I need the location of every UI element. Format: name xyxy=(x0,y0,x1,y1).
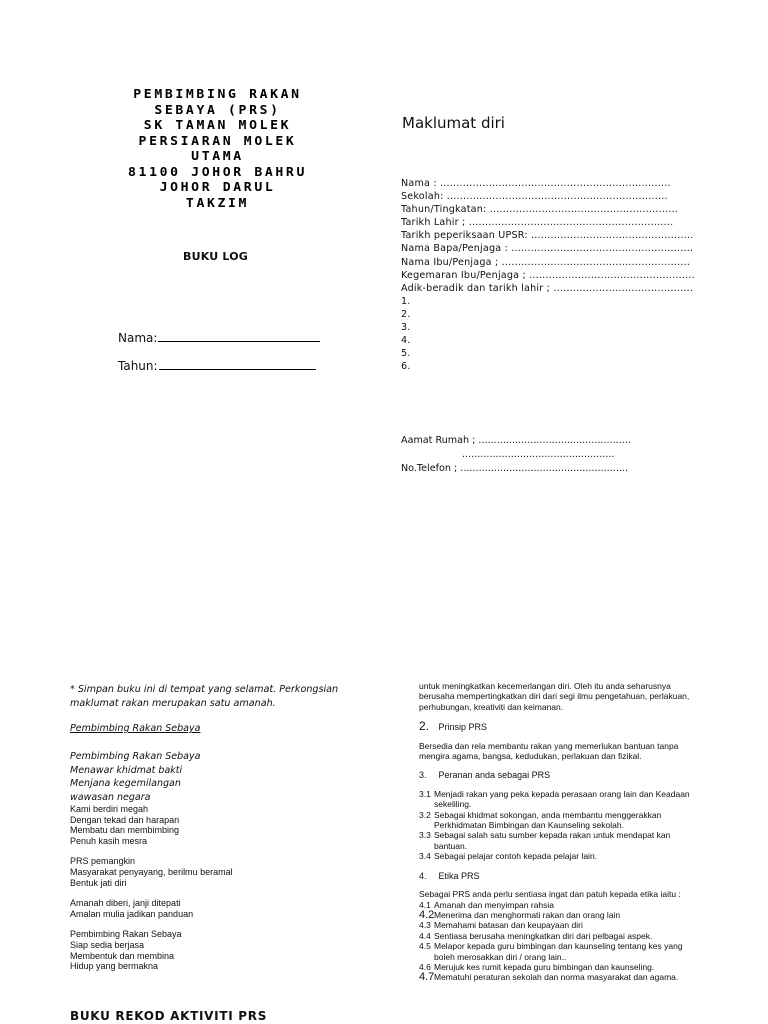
poem-line: wawasan negara xyxy=(70,791,151,803)
form-row: Nama Ibu/Penjaga ; .......................................................... xyxy=(401,256,691,268)
sibling-row: 3. xyxy=(401,322,411,334)
list-item xyxy=(419,931,704,941)
item-number: 4.1 xyxy=(419,899,431,910)
item-number: 4.2 xyxy=(419,908,435,921)
item-number: 4.3 xyxy=(419,920,431,931)
buku-log-heading: BUKU LOG xyxy=(183,250,249,263)
title-line: SEBAYA (PRS) xyxy=(154,101,281,117)
title-line: 81100 JOHOR BAHRU xyxy=(128,163,307,179)
section-title: Peranan anda sebagai PRS xyxy=(438,770,551,781)
item-number: 3.4 xyxy=(419,851,431,862)
nama-field xyxy=(118,330,320,345)
item-number: 3.3 xyxy=(419,830,431,841)
etika-intro: Sebagai PRS anda perlu sentiasa ingat dan patuh kepada etika iaitu : xyxy=(419,889,681,900)
form-row: Kegemaran Ibu/Penjaga ; ................................................... xyxy=(401,269,695,281)
sibling-row: 1. xyxy=(401,295,411,307)
item-text: Sentiasa berusaha meningkatkan diri dari pelbagai aspek. xyxy=(434,930,653,941)
tahun-blank[interactable] xyxy=(159,358,316,370)
poem-line: PRS pemangkin xyxy=(70,856,136,867)
poem-line: Pembimbing Rakan Sebaya xyxy=(70,929,182,940)
item-number: 4.6 xyxy=(419,961,431,972)
form-row: Tahun/Tingkatan: .......................................................... xyxy=(401,204,679,216)
buku-rekod-title: BUKU REKOD AKTIVITI PRS xyxy=(70,1009,268,1023)
etika-list xyxy=(419,900,704,983)
item-number: 3.2 xyxy=(419,809,431,820)
section-heading xyxy=(419,871,704,881)
form-row: Adik-beradik dan tarikh lahir ; ........................................... xyxy=(401,282,694,294)
form-row: Sekolah: .................................................................... xyxy=(401,191,668,203)
section-title: Etika PRS xyxy=(438,870,480,881)
address-section xyxy=(401,434,701,476)
item-text: Memahami batasan dan keupayaan diri xyxy=(434,920,583,931)
poem-line: Pembimbing Rakan Sebaya xyxy=(70,751,201,762)
list-item xyxy=(419,941,704,962)
title-line: PERSIARAN MOLEK xyxy=(138,132,297,148)
prs-subheading: Pembimbing Rakan Sebaya xyxy=(70,723,201,734)
item-number: 4.4 xyxy=(419,930,431,941)
list-item xyxy=(419,851,704,861)
poem-line: Membentuk dan membina xyxy=(70,950,175,961)
list-item xyxy=(419,920,704,930)
sibling-row: 4. xyxy=(401,335,411,347)
address-row: Aamat Rumah ; .................................................. xyxy=(401,435,631,446)
right-lower-column xyxy=(419,681,704,983)
form-row: Nama : ....................................................................... xyxy=(401,178,671,189)
sibling-row: 2. xyxy=(401,308,411,320)
list-item xyxy=(419,789,704,810)
title-line: JOHOR DARUL xyxy=(159,179,276,194)
section-number: 3. xyxy=(419,770,427,781)
poem-line: Amanah diberi, janji ditepati xyxy=(70,898,181,909)
title-line: PEMBIMBING RAKAN xyxy=(133,86,302,101)
personal-info-form xyxy=(401,177,701,373)
tahun-field xyxy=(118,358,316,373)
list-item xyxy=(419,910,704,920)
item-text: Sebagai khidmat sokongan, anda membantu menggerakkan Perkhidmatan Bimbingan dan Kaunseling sekolah. xyxy=(434,809,662,831)
nama-blank[interactable] xyxy=(158,330,320,342)
item-text: Menjadi rakan yang peka kepada perasaan orang lain dan Keadaan sekeliling. xyxy=(434,788,690,810)
item-text: Sebagai pelajar contoh kepada pelajar lain. xyxy=(434,851,598,862)
section-number: 2. xyxy=(419,719,430,734)
poem-line: Membatu dan membimbing xyxy=(70,825,180,836)
intro-paragraph: untuk meningkatkan kecemerlangan diri. Oleh itu anda seharusnya berusaha mempertingkatkan diri dari segi ilmu pengetahuan, perlakuan, perhubungan, kreativiti dan keimanan. xyxy=(419,681,690,712)
school-title xyxy=(63,86,373,210)
title-line: SK TAMAN MOLEK xyxy=(143,117,292,132)
title-line: TAKZIM xyxy=(185,194,250,210)
poem-line: Amalan mulia jadikan panduan xyxy=(70,908,194,919)
sibling-row: 5. xyxy=(401,348,411,360)
poem-line: Dengan tekad dan harapan xyxy=(70,814,180,825)
item-text: Sebagai salah satu sumber kepada rakan untuk mendapat kan bantuan. xyxy=(434,830,671,851)
nama-label: Nama: xyxy=(118,331,158,345)
item-text: Merujuk kes rumit kepada guru bimbingan dan kaunseling. xyxy=(434,961,655,972)
poem-body xyxy=(70,804,370,972)
sibling-row: 6. xyxy=(401,361,411,373)
address-row: .................................................. xyxy=(401,449,615,460)
section-number: 4. xyxy=(419,870,427,881)
section-title: Prinsip PRS xyxy=(438,722,488,733)
poem-line: Menawar khidmat bakti xyxy=(70,764,183,776)
list-item xyxy=(419,972,704,982)
form-row: Nama Bapa/Penjaga : ........................................................ xyxy=(401,243,694,255)
item-number: 4.7 xyxy=(419,971,435,984)
maklumat-diri-heading: Maklumat diri xyxy=(402,114,505,132)
left-lower-column xyxy=(70,683,370,972)
poem-line: Hidup yang bermakna xyxy=(70,961,159,972)
prinsip-text: Bersedia dan rela membantu rakan yang memerlukan bantuan tanpa mengira agama, bangsa, kedudukan, perlakuan dan fizikal. xyxy=(419,740,679,762)
list-item xyxy=(419,900,704,910)
tahun-label: Tahun: xyxy=(118,359,158,373)
poem-line: Masyarakat penyayang, berilmu beramal xyxy=(70,866,233,877)
poem-line: Kami berdiri megah xyxy=(70,804,149,814)
form-row: Tarikh Lahir ; ............................................................... xyxy=(401,217,674,229)
poem-line: Menjana kegemilangan xyxy=(70,778,181,789)
item-number: 4.5 xyxy=(419,941,431,952)
poem-line: Bentuk jati diri xyxy=(70,877,127,888)
item-text: Amanah dan menyimpan rahsia xyxy=(434,899,555,910)
section-heading xyxy=(419,721,704,732)
item-number: 3.1 xyxy=(419,788,431,799)
list-item xyxy=(419,830,704,851)
section-heading xyxy=(419,770,704,780)
poem-line: Penuh kasih mesra xyxy=(70,835,148,846)
safekeeping-note: * Simpan buku ini di tempat yang selamat. Perkongsian maklumat rakan merupakan satu amanah. xyxy=(70,684,339,709)
item-text: Mematuhi peraturan sekolah dan norma masyarakat dan agama. xyxy=(434,972,679,983)
list-item xyxy=(419,962,704,972)
form-row: Tarikh peperiksaan UPSR: .................................................. xyxy=(401,230,694,242)
peranan-list xyxy=(419,789,704,862)
item-text: Menerima dan menghormati rakan dan orang lain xyxy=(434,909,621,920)
phone-row: No.Telefon ; ....................................................... xyxy=(401,463,629,474)
poem-line: Siap sedia berjasa xyxy=(70,939,145,950)
list-item xyxy=(419,810,704,831)
item-text: Melapor kepada guru bimbingan dan kaunseling tentang kes yang boleh merosakkan diri / orang lain.. xyxy=(434,941,683,962)
title-line: UTAMA xyxy=(191,148,244,163)
poem-intro xyxy=(70,750,370,804)
